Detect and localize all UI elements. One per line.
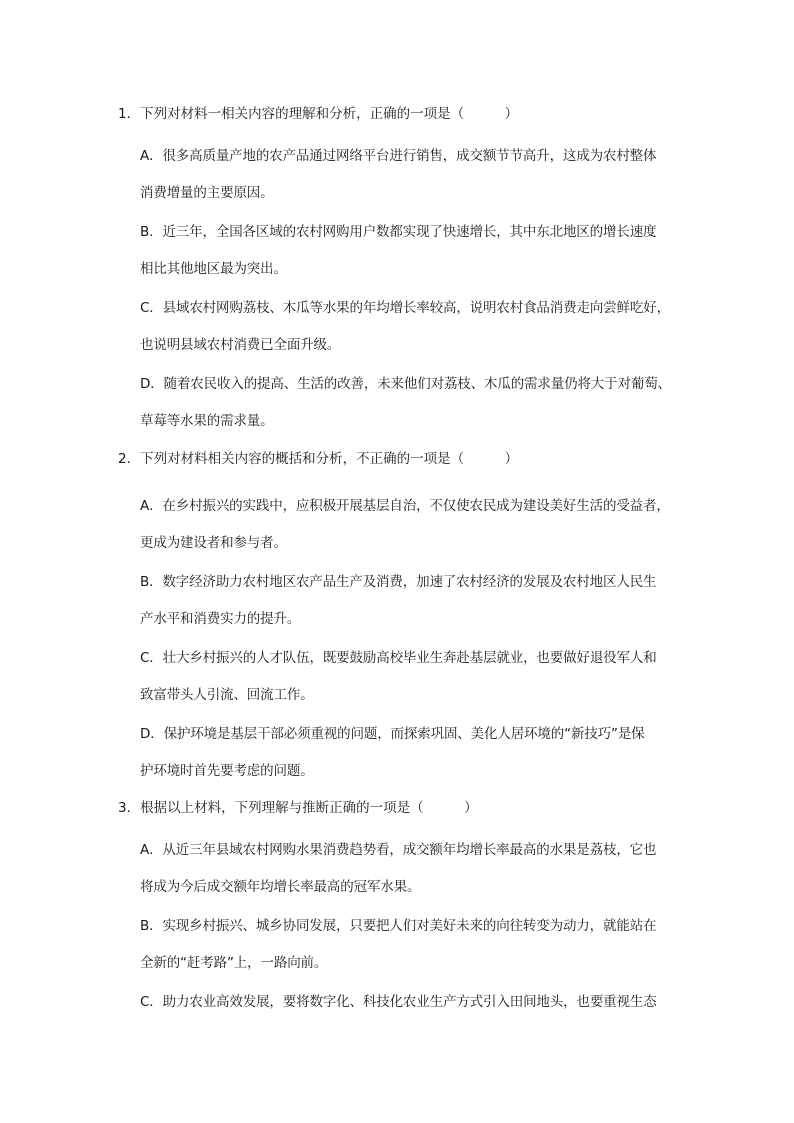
- question-2-option-d: [140, 716, 686, 790]
- option-line: A．从近三年县域农村网购水果消费趋势看，成交额年均增长率最高的水果是荔枝，它也: [140, 842, 657, 858]
- option-line: D．保护环境是基层干部必须重视的问题，而探索巩固、美化人居环境的“新技巧”是保: [140, 726, 645, 742]
- option-line: 护环境时首先要考虑的问题。: [140, 763, 314, 779]
- question-1-option-d: [140, 366, 686, 440]
- question-3-option-a: [140, 832, 686, 906]
- option-line: 将成为今后成交额年均增长率最高的冠军水果。: [140, 879, 421, 895]
- question-1-option-b: [140, 214, 686, 288]
- question-1-stem: 1．下列对材料一相关内容的理解和分析，正确的一项是（ ）: [118, 106, 519, 122]
- option-line: B．数字经济助力农村地区农产品生产及消费，加速了农村经济的发展及农村地区人民生: [140, 574, 657, 590]
- option-line: B．实现乡村振兴、城乡协同发展，只要把人们对美好未来的向往转变为动力，就能站在: [140, 918, 657, 934]
- option-line: C．助力农业高效发展，要将数字化、科技化农业生产方式引入田间地头，也要重视生态: [140, 994, 657, 1010]
- question-3-stem: 3．根据以上材料，下列理解与推断正确的一项是（ ）: [118, 800, 478, 816]
- question-2-option-b: [140, 564, 686, 638]
- question-3-option-b: [140, 908, 686, 982]
- option-line: 全新的“赶考路”上，一路向前。: [140, 955, 328, 971]
- option-line: 草莓等水果的需求量。: [140, 413, 274, 429]
- option-line: 产水平和消费实力的提升。: [140, 611, 301, 627]
- option-line: 消费增量的主要原因。: [140, 185, 274, 201]
- option-line: C．壮大乡村振兴的人才队伍，既要鼓励高校毕业生奔赴基层就业，也要做好退役军人和: [140, 650, 657, 666]
- option-line: 致富带头人引流、回流工作。: [140, 687, 314, 703]
- option-line: 相比其他地区最为突出。: [140, 261, 287, 277]
- question-2-option-c: [140, 640, 686, 714]
- option-line: A．很多高质量产地的农产品通过网络平台进行销售，成交额节节高升，这成为农村整体: [140, 148, 657, 164]
- option-line: 更成为建设者和参与者。: [140, 535, 287, 551]
- question-1-option-a: [140, 138, 686, 212]
- option-line: C．县域农村网购荔枝、木瓜等水果的年均增长率较高，说明农村食品消费走向尝鲜吃好，: [140, 300, 670, 316]
- question-1-option-c: [140, 290, 686, 364]
- option-line: 也说明县域农村消费已全面升级。: [140, 337, 341, 353]
- option-line: D．随着农民收入的提高、生活的改善，未来他们对荔枝、木瓜的需求量仍将大于对葡萄、: [140, 376, 671, 392]
- question-2-option-a: [140, 488, 686, 562]
- option-line: B．近三年，全国各区域的农村网购用户数都实现了快速增长，其中东北地区的增长速度: [140, 224, 657, 240]
- question-2-stem: 2．下列对材料相关内容的概括和分析，不正确的一项是（ ）: [118, 451, 519, 467]
- option-line: A．在乡村振兴的实践中，应积极开展基层自治，不仅使农民成为建设美好生活的受益者，: [140, 498, 670, 514]
- question-3-option-c: [140, 984, 686, 1021]
